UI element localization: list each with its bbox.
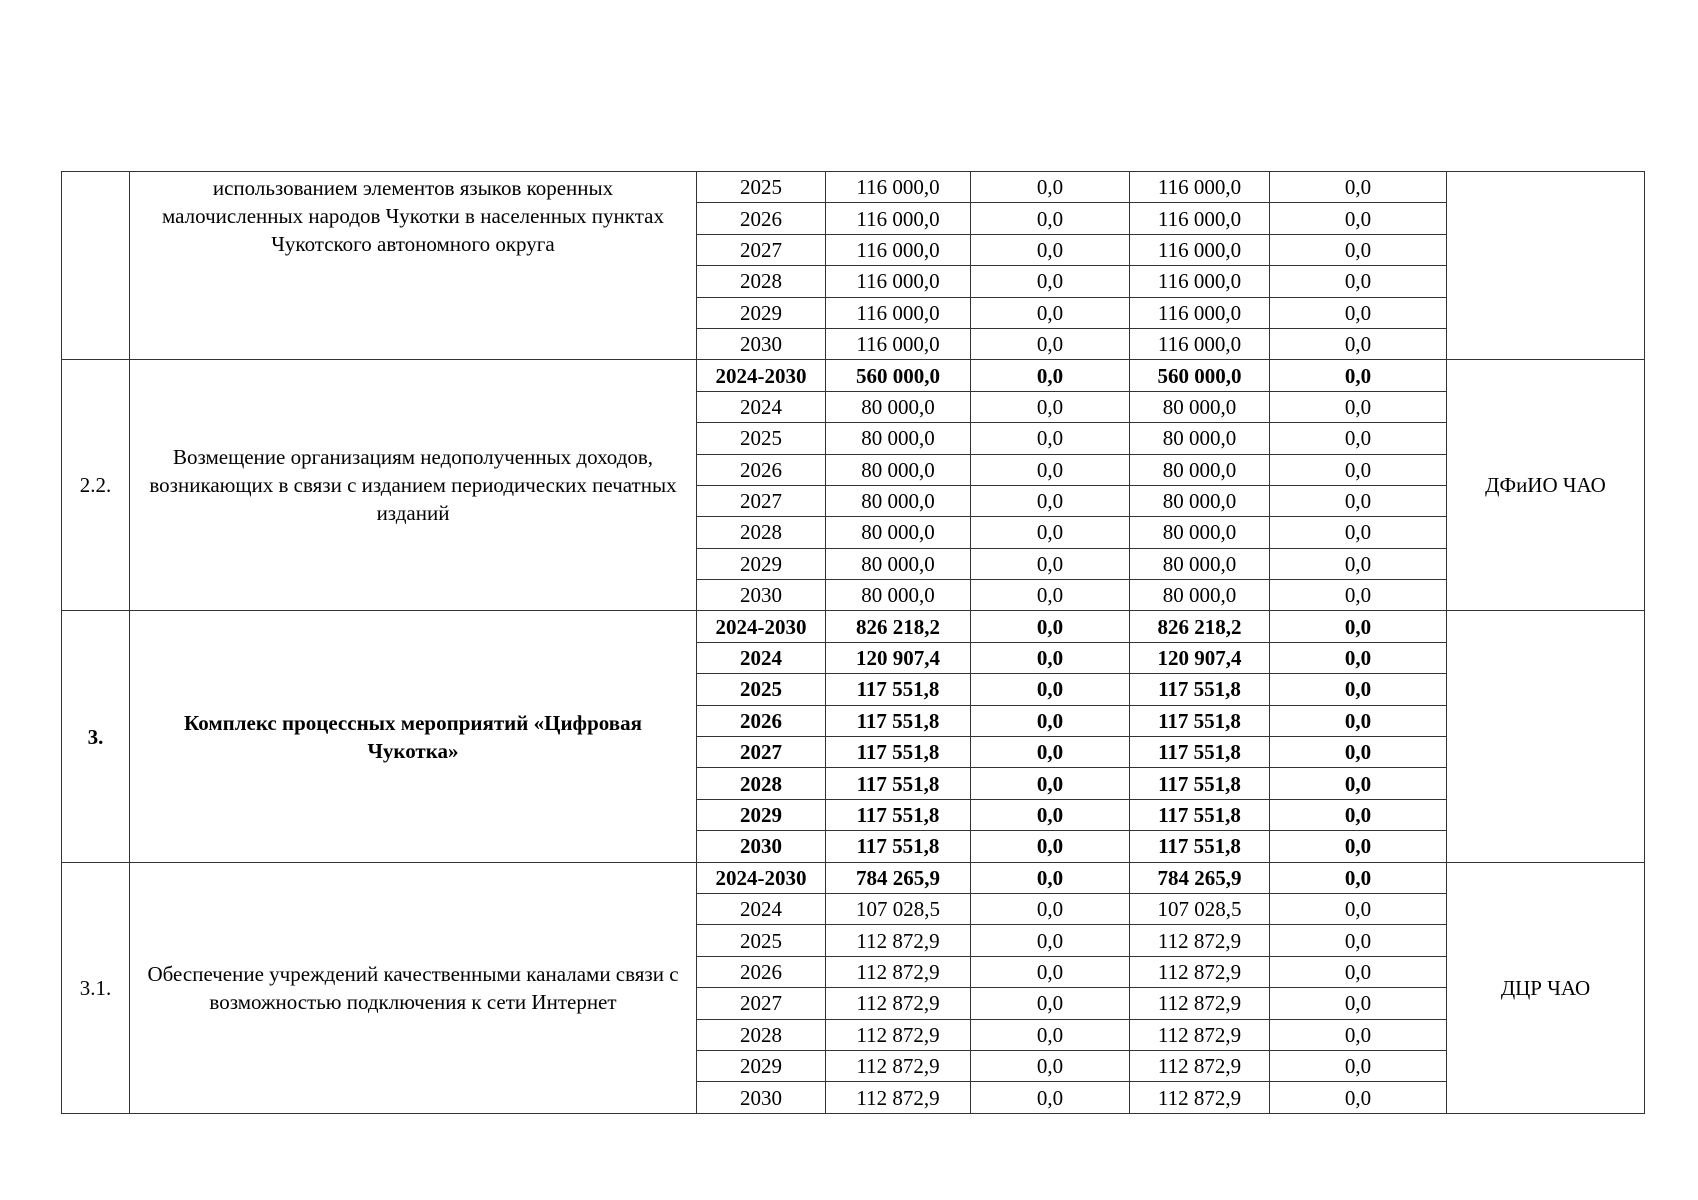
federal-amount-cell: 0,0: [971, 234, 1130, 265]
other-amount-cell: 0,0: [1270, 172, 1447, 203]
year-cell: 2028: [697, 768, 826, 799]
total-amount-cell: 120 907,4: [826, 642, 971, 673]
other-amount-cell: 0,0: [1270, 234, 1447, 265]
federal-amount-cell: 0,0: [971, 799, 1130, 830]
other-amount-cell: 0,0: [1270, 705, 1447, 736]
regional-amount-cell: 80 000,0: [1130, 454, 1270, 485]
other-amount-cell: 0,0: [1270, 831, 1447, 862]
other-amount-cell: 0,0: [1270, 1019, 1447, 1050]
year-cell: 2027: [697, 988, 826, 1019]
other-amount-cell: 0,0: [1270, 925, 1447, 956]
regional-amount-cell: 112 872,9: [1130, 1019, 1270, 1050]
year-cell: 2030: [697, 831, 826, 862]
year-cell: 2029: [697, 548, 826, 579]
other-amount-cell: 0,0: [1270, 454, 1447, 485]
regional-amount-cell: 117 551,8: [1130, 737, 1270, 768]
total-amount-cell: 107 028,5: [826, 893, 971, 924]
year-cell: 2025: [697, 172, 826, 203]
federal-amount-cell: 0,0: [971, 391, 1130, 422]
regional-amount-cell: 80 000,0: [1130, 580, 1270, 611]
budget-table: [61, 171, 1645, 1114]
total-amount-cell: 80 000,0: [826, 391, 971, 422]
regional-amount-cell: 117 551,8: [1130, 799, 1270, 830]
year-cell: 2028: [697, 1019, 826, 1050]
other-amount-cell: 0,0: [1270, 360, 1447, 391]
regional-amount-cell: 116 000,0: [1130, 328, 1270, 359]
year-cell: 2024: [697, 893, 826, 924]
other-amount-cell: 0,0: [1270, 548, 1447, 579]
regional-amount-cell: 116 000,0: [1130, 297, 1270, 328]
regional-amount-cell: 80 000,0: [1130, 517, 1270, 548]
regional-amount-cell: 117 551,8: [1130, 674, 1270, 705]
table-row: [62, 360, 1645, 391]
federal-amount-cell: 0,0: [971, 925, 1130, 956]
other-amount-cell: 0,0: [1270, 328, 1447, 359]
total-amount-cell: 117 551,8: [826, 799, 971, 830]
federal-amount-cell: 0,0: [971, 580, 1130, 611]
year-cell: 2029: [697, 1050, 826, 1081]
federal-amount-cell: 0,0: [971, 1019, 1130, 1050]
other-amount-cell: 0,0: [1270, 297, 1447, 328]
other-amount-cell: 0,0: [1270, 642, 1447, 673]
regional-amount-cell: 117 551,8: [1130, 768, 1270, 799]
other-amount-cell: 0,0: [1270, 203, 1447, 234]
regional-amount-cell: 116 000,0: [1130, 266, 1270, 297]
regional-amount-cell: 107 028,5: [1130, 893, 1270, 924]
regional-amount-cell: 120 907,4: [1130, 642, 1270, 673]
other-amount-cell: 0,0: [1270, 485, 1447, 516]
federal-amount-cell: 0,0: [971, 454, 1130, 485]
total-amount-cell: 116 000,0: [826, 234, 971, 265]
regional-amount-cell: 116 000,0: [1130, 172, 1270, 203]
year-cell: 2027: [697, 234, 826, 265]
federal-amount-cell: 0,0: [971, 611, 1130, 642]
year-cell: 2024: [697, 642, 826, 673]
other-amount-cell: 0,0: [1270, 1082, 1447, 1113]
item-description: Возмещение организациям недополученных доходов, возникающих в связи с изданием периодических печатных изданий: [130, 360, 697, 611]
table-row: [62, 172, 1645, 203]
year-cell: 2030: [697, 1082, 826, 1113]
responsible-executor: ДФиИО ЧАО: [1447, 360, 1645, 611]
budget-table-body: [62, 172, 1645, 1114]
year-cell: 2028: [697, 517, 826, 548]
total-amount-cell: 80 000,0: [826, 485, 971, 516]
year-cell: 2025: [697, 925, 826, 956]
other-amount-cell: 0,0: [1270, 737, 1447, 768]
federal-amount-cell: 0,0: [971, 642, 1130, 673]
federal-amount-cell: 0,0: [971, 737, 1130, 768]
year-cell: 2026: [697, 203, 826, 234]
other-amount-cell: 0,0: [1270, 580, 1447, 611]
regional-amount-cell: 112 872,9: [1130, 1082, 1270, 1113]
regional-amount-cell: 116 000,0: [1130, 203, 1270, 234]
total-amount-cell: 826 218,2: [826, 611, 971, 642]
table-row: [62, 862, 1645, 893]
year-cell: 2030: [697, 580, 826, 611]
regional-amount-cell: 117 551,8: [1130, 705, 1270, 736]
total-amount-cell: 80 000,0: [826, 517, 971, 548]
federal-amount-cell: 0,0: [971, 768, 1130, 799]
federal-amount-cell: 0,0: [971, 485, 1130, 516]
year-cell: 2027: [697, 485, 826, 516]
year-cell: 2027: [697, 737, 826, 768]
total-amount-cell: 112 872,9: [826, 925, 971, 956]
total-amount-cell: 80 000,0: [826, 423, 971, 454]
item-number: 2.2.: [62, 360, 130, 611]
total-amount-cell: 80 000,0: [826, 548, 971, 579]
other-amount-cell: 0,0: [1270, 862, 1447, 893]
regional-amount-cell: 80 000,0: [1130, 391, 1270, 422]
federal-amount-cell: 0,0: [971, 862, 1130, 893]
item-number: 3.1.: [62, 862, 130, 1113]
other-amount-cell: 0,0: [1270, 799, 1447, 830]
year-cell: 2024-2030: [697, 360, 826, 391]
total-amount-cell: 112 872,9: [826, 956, 971, 987]
year-cell: 2024-2030: [697, 611, 826, 642]
total-amount-cell: 784 265,9: [826, 862, 971, 893]
total-amount-cell: 117 551,8: [826, 737, 971, 768]
total-amount-cell: 117 551,8: [826, 831, 971, 862]
total-amount-cell: 116 000,0: [826, 172, 971, 203]
other-amount-cell: 0,0: [1270, 517, 1447, 548]
regional-amount-cell: 784 265,9: [1130, 862, 1270, 893]
total-amount-cell: 80 000,0: [826, 454, 971, 485]
other-amount-cell: 0,0: [1270, 768, 1447, 799]
total-amount-cell: 112 872,9: [826, 1019, 971, 1050]
regional-amount-cell: 112 872,9: [1130, 1050, 1270, 1081]
year-cell: 2026: [697, 454, 826, 485]
regional-amount-cell: 560 000,0: [1130, 360, 1270, 391]
federal-amount-cell: 0,0: [971, 1082, 1130, 1113]
total-amount-cell: 117 551,8: [826, 674, 971, 705]
federal-amount-cell: 0,0: [971, 831, 1130, 862]
total-amount-cell: 116 000,0: [826, 328, 971, 359]
year-cell: 2026: [697, 956, 826, 987]
year-cell: 2030: [697, 328, 826, 359]
total-amount-cell: 112 872,9: [826, 1082, 971, 1113]
item-description: Обеспечение учреждений качественными каналами связи с возможностью подключения к сети Интернет: [130, 862, 697, 1113]
federal-amount-cell: 0,0: [971, 360, 1130, 391]
federal-amount-cell: 0,0: [971, 956, 1130, 987]
other-amount-cell: 0,0: [1270, 893, 1447, 924]
item-description: использованием элементов языков коренных малочисленных народов Чукотки в населенных пунктах Чукотского автономного округа: [130, 172, 697, 360]
federal-amount-cell: 0,0: [971, 266, 1130, 297]
regional-amount-cell: 112 872,9: [1130, 988, 1270, 1019]
federal-amount-cell: 0,0: [971, 172, 1130, 203]
year-cell: 2025: [697, 674, 826, 705]
regional-amount-cell: 80 000,0: [1130, 423, 1270, 454]
year-cell: 2026: [697, 705, 826, 736]
federal-amount-cell: 0,0: [971, 1050, 1130, 1081]
total-amount-cell: 116 000,0: [826, 297, 971, 328]
regional-amount-cell: 80 000,0: [1130, 548, 1270, 579]
other-amount-cell: 0,0: [1270, 956, 1447, 987]
year-cell: 2024: [697, 391, 826, 422]
federal-amount-cell: 0,0: [971, 548, 1130, 579]
other-amount-cell: 0,0: [1270, 1050, 1447, 1081]
federal-amount-cell: 0,0: [971, 705, 1130, 736]
total-amount-cell: 560 000,0: [826, 360, 971, 391]
other-amount-cell: 0,0: [1270, 988, 1447, 1019]
responsible-executor: [1447, 611, 1645, 862]
other-amount-cell: 0,0: [1270, 423, 1447, 454]
year-cell: 2029: [697, 297, 826, 328]
total-amount-cell: 117 551,8: [826, 705, 971, 736]
year-cell: 2029: [697, 799, 826, 830]
regional-amount-cell: 112 872,9: [1130, 956, 1270, 987]
table-row: [62, 611, 1645, 642]
total-amount-cell: 116 000,0: [826, 203, 971, 234]
federal-amount-cell: 0,0: [971, 203, 1130, 234]
year-cell: 2024-2030: [697, 862, 826, 893]
year-cell: 2025: [697, 423, 826, 454]
federal-amount-cell: 0,0: [971, 893, 1130, 924]
responsible-executor: ДЦР ЧАО: [1447, 862, 1645, 1113]
responsible-executor: [1447, 172, 1645, 360]
regional-amount-cell: 80 000,0: [1130, 485, 1270, 516]
regional-amount-cell: 117 551,8: [1130, 831, 1270, 862]
regional-amount-cell: 116 000,0: [1130, 234, 1270, 265]
year-cell: 2028: [697, 266, 826, 297]
federal-amount-cell: 0,0: [971, 988, 1130, 1019]
federal-amount-cell: 0,0: [971, 674, 1130, 705]
item-number: 3.: [62, 611, 130, 862]
regional-amount-cell: 112 872,9: [1130, 925, 1270, 956]
other-amount-cell: 0,0: [1270, 266, 1447, 297]
other-amount-cell: 0,0: [1270, 391, 1447, 422]
federal-amount-cell: 0,0: [971, 517, 1130, 548]
federal-amount-cell: 0,0: [971, 423, 1130, 454]
federal-amount-cell: 0,0: [971, 297, 1130, 328]
total-amount-cell: 112 872,9: [826, 1050, 971, 1081]
federal-amount-cell: 0,0: [971, 328, 1130, 359]
item-number: [62, 172, 130, 360]
total-amount-cell: 116 000,0: [826, 266, 971, 297]
total-amount-cell: 80 000,0: [826, 580, 971, 611]
total-amount-cell: 112 872,9: [826, 988, 971, 1019]
item-description: Комплекс процессных мероприятий «Цифровая Чукотка»: [130, 611, 697, 862]
other-amount-cell: 0,0: [1270, 674, 1447, 705]
total-amount-cell: 117 551,8: [826, 768, 971, 799]
other-amount-cell: 0,0: [1270, 611, 1447, 642]
regional-amount-cell: 826 218,2: [1130, 611, 1270, 642]
